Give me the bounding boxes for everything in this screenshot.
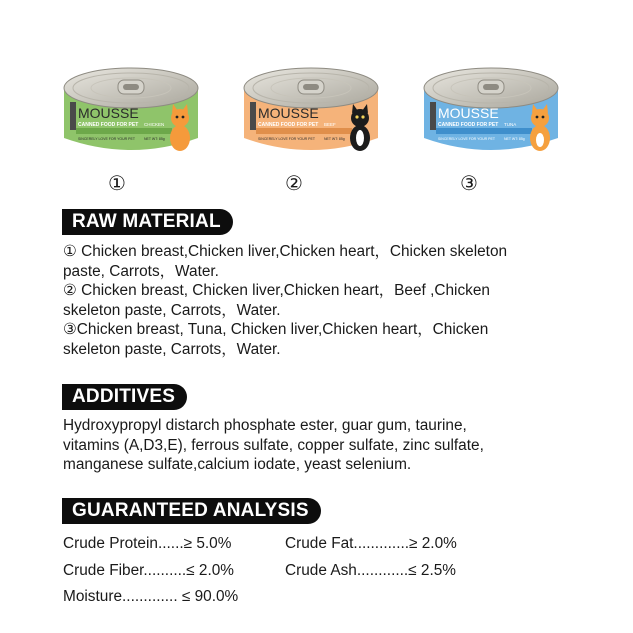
- raw-material-line: ③Chicken breast, Tuna, Chicken liver,Chicken heart，Chicken: [63, 321, 489, 338]
- can-weight: NET WT: 85g: [324, 137, 345, 141]
- crude-protein-value: Crude Protein......≥ 5.0%: [63, 535, 232, 552]
- additives-line: Hydroxypropyl distarch phosphate ester, guar gum, taurine,: [63, 417, 467, 434]
- can-chicken-image: [60, 58, 202, 162]
- can-tagline: SINCERELY LOVE FOR YOUR PET: [258, 137, 315, 141]
- can-beef: [240, 58, 382, 162]
- can-tuna: [420, 58, 562, 162]
- raw-material-line: ① Chicken breast,Chicken liver,Chicken heart，Chicken skeleton: [63, 243, 508, 260]
- raw-material-heading: RAW MATERIAL: [62, 209, 233, 235]
- additives-line: manganese sulfate,calcium iodate, yeast selenium.: [63, 456, 412, 473]
- can-chicken: [60, 58, 202, 162]
- additives-heading: ADDITIVES: [62, 384, 187, 410]
- can-brand: MOUSSE: [438, 105, 499, 121]
- can-flavor: BEEF: [324, 122, 336, 127]
- crude-ash-value: Crude Ash............≤ 2.5%: [285, 562, 456, 579]
- can-weight: NET WT: 85g: [504, 137, 525, 141]
- can-number-3: ③: [460, 173, 478, 195]
- raw-material-line: skeleton paste, Carrots，Water.: [63, 301, 281, 319]
- can-weight: NET WT: 85g: [144, 137, 165, 141]
- raw-material-line: ② Chicken breast, Chicken liver,Chicken heart，Beef ,Chicken: [63, 282, 490, 299]
- can-number-1: ①: [108, 173, 126, 195]
- can-tuna-image: [420, 58, 562, 162]
- raw-material-line: paste, Carrots，Water.: [63, 262, 219, 280]
- can-subtitle: CANNED FOOD FOR PET: [78, 122, 139, 128]
- guaranteed-analysis-heading: GUARANTEED ANALYSIS: [62, 498, 321, 524]
- moisture-value: Moisture............. ≤ 90.0%: [63, 588, 239, 605]
- raw-material-text: [63, 242, 603, 359]
- can-tagline: SINCERELY LOVE FOR YOUR PET: [438, 137, 495, 141]
- can-subtitle: CANNED FOOD FOR PET: [438, 122, 499, 128]
- can-brand: MOUSSE: [78, 105, 139, 121]
- can-number-2: ②: [285, 173, 303, 195]
- can-brand: MOUSSE: [258, 105, 319, 121]
- can-tagline: SINCERELY LOVE FOR YOUR PET: [78, 137, 135, 141]
- crude-fiber-value: Crude Fiber..........≤ 2.0%: [63, 562, 234, 579]
- can-flavor: TUNA: [504, 122, 517, 127]
- additives-line: vitamins (A,D3,E), ferrous sulfate, copper sulfate, zinc sulfate,: [63, 436, 484, 454]
- crude-fat-value: Crude Fat.............≥ 2.0%: [285, 535, 457, 552]
- can-subtitle: CANNED FOOD FOR PET: [258, 122, 319, 128]
- can-beef-image: [240, 58, 382, 162]
- can-flavor: CHICKEN: [144, 122, 165, 127]
- additives-text: [63, 416, 603, 475]
- raw-material-line: skeleton paste, Carrots，Water.: [63, 340, 281, 358]
